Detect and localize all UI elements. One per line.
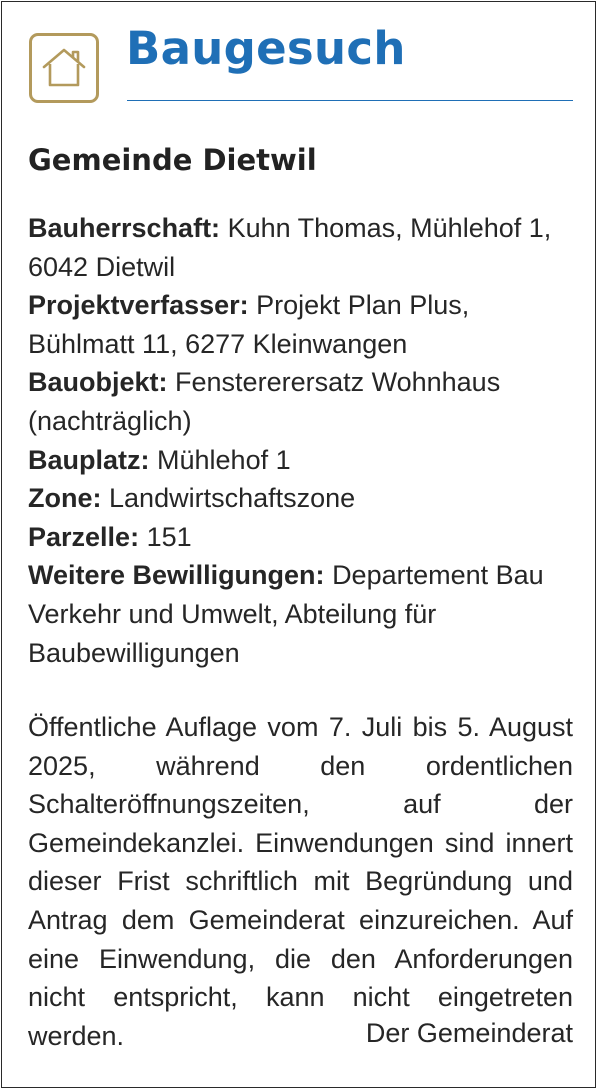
field-value: Mühlehof 1 — [157, 444, 291, 475]
page-title: Baugesuch — [126, 22, 406, 75]
field-label: Zone: — [28, 483, 102, 514]
field-label: Projektverfasser: — [28, 290, 249, 321]
title-divider — [127, 100, 573, 101]
municipality-heading: Gemeinde Dietwil — [28, 143, 317, 177]
field-value: Departement Bau Verkehr und Umwelt, Abteilung für Baubewilligungen — [28, 560, 544, 668]
field-projektverfasser — [28, 286, 576, 363]
field-weitere-bewilligungen — [28, 556, 576, 672]
field-bauplatz — [28, 441, 576, 480]
field-label: Bauplatz: — [28, 444, 150, 475]
field-bauobjekt — [28, 363, 576, 440]
field-label: Bauobjekt: — [28, 367, 168, 398]
field-value: Projekt Plan Plus, Bühlmatt 11, 6277 Kleinwangen — [28, 290, 470, 359]
application-details — [28, 209, 576, 672]
field-label: Parzelle: — [28, 521, 140, 552]
field-bauherrschaft — [28, 209, 576, 286]
field-value: Landwirtschaftszone — [109, 483, 356, 514]
field-zone — [28, 479, 576, 518]
field-value: Kuhn Thomas, Mühlehof 1, 6042 Dietwil — [28, 213, 552, 282]
field-value: 151 — [146, 521, 192, 552]
signature: Der Gemeinderat — [365, 1018, 573, 1048]
field-parzelle — [28, 518, 576, 557]
house-icon — [29, 33, 99, 103]
field-label: Weitere Bewilligungen: — [28, 560, 325, 591]
public-notice-text: Öffentliche Auflage vom 7. Juli bis 5. August 2025, während den ordentlichen Schalteröffnungszeiten, auf der Gemeindekanzlei. Einwendungen sind innert dieser Frist schriftlich mit Begründung und Antrag dem Gemeinderat einzureichen. Auf eine Einwendung, die den Anforderungen nicht entspricht, kann nicht eingetreten werden. — [28, 712, 573, 1051]
field-value: Fenstererersatz Wohnhaus (nachträglich) — [28, 367, 501, 436]
field-label: Bauherrschaft: — [28, 213, 221, 243]
